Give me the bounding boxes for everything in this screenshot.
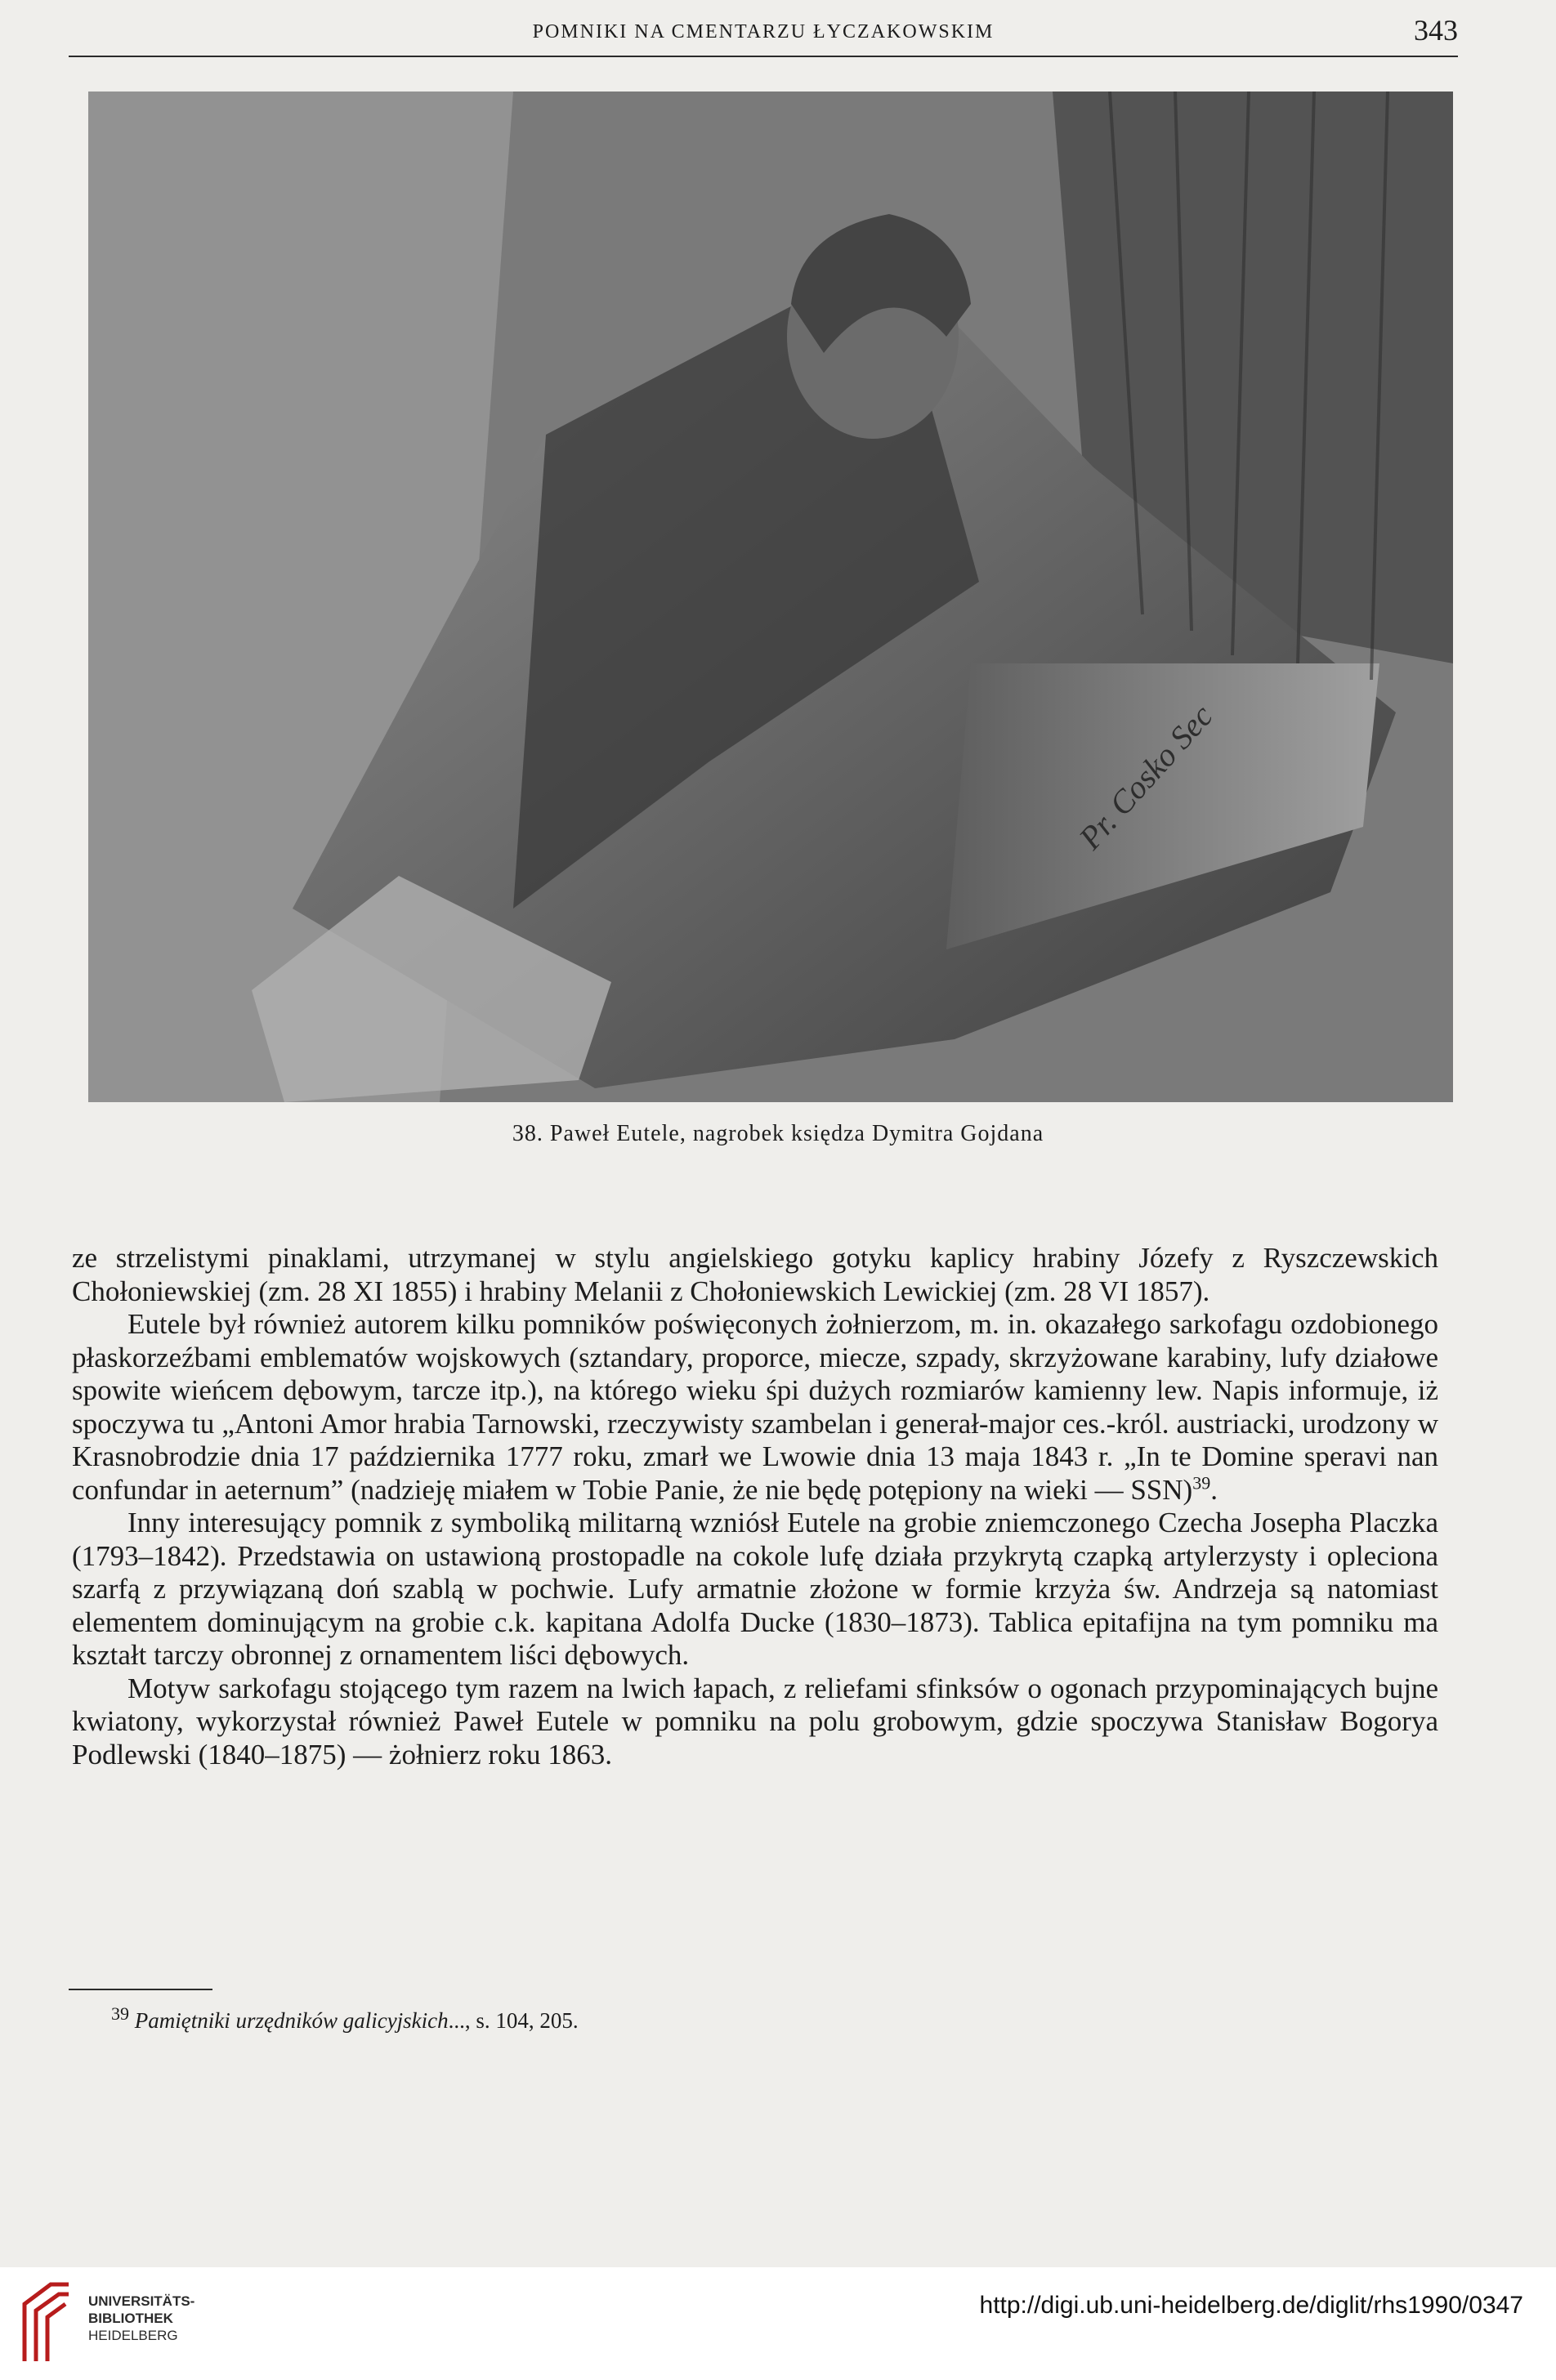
- running-header: [69, 10, 1458, 57]
- footnote: [111, 2003, 1419, 2034]
- paragraph: [72, 1308, 1438, 1507]
- paragraph: Inny interesujący pomnik z symboliką militarną wzniósł Eutele na grobie zniemczonego Czecha Josepha Placzka (1793–1842). Przedstawia on ustawioną prostopadle na cokole lufę działa przykrytą czapką artylerzysty i opleciona szarfą z przywiązaną doń szablą w pochwie. Lufy armatnie złożone w formie krzyża św. Andrzeja są natomiast elementem dominującym na grobie c.k. kapitana Adolfa Ducke (1830–1873). Tablica epitafijna na tym pomniku ma kształt tarczy obronnej z ornamentem liści dębowych.: [72, 1507, 1438, 1671]
- photo-illustration: [88, 92, 1453, 1102]
- sentence-end: .: [1210, 1473, 1218, 1506]
- university-library-logo: [18, 2280, 75, 2364]
- body-text: [72, 1242, 1438, 1771]
- library-name-line: UNIVERSITÄTS-: [88, 2293, 195, 2309]
- paragraph: Motyw sarkofagu stojącego tym razem na lwich łapach, z reliefami sfinksów o ogonach przypominających bujne kwiatony, wykorzystał również Paweł Eutele w pomniku na polu grobowym, gdzie spoczywa Stanisław Bogorya Podlewski (1840–1875) — żołnierz roku 1863.: [72, 1672, 1438, 1770]
- footnote-source-title: Pamiętniki urzędników galicyjskich: [134, 2008, 449, 2033]
- sculpture-photograph: [88, 92, 1453, 1102]
- tomb-inscription: Pr. Cosko Sec: [1071, 697, 1220, 857]
- paragraph-text: Eutele był również autorem kilku pomników poświęconych żołnierzom, m. in. okazałego sarkofagu ozdobionego płaskorzeźbami emblematów wojskowych (sztandary, proporce, miecze, szpady, skrzyżowane karabiny, lufy działowe spowite wieńcem dębowym, tarcze itp.), na którego wieku śpi dużych rozmiarów kamienny lew. Napis informuje, iż spoczywa tu „Antoni Amor hrabia Tarnowski, rzeczywisty szambelan i generał-major ces.-król. austriacki, urodzony w Krasnobrodzie dnia 17 października 1777 roku, zmarł we Lwowie dnia 13 maja 1843 r. „In te Domine speravi nan confundar in aeternum” (nadzieję miałem w Tobie Panie, że nie będę potępiony na wieki — SSN): [72, 1308, 1438, 1506]
- paragraph: ze strzelistymi pinaklami, utrzymanej w stylu angielskiego gotyku kaplicy hrabiny Józefy z Ryszczewskich Chołoniewskiej (zm. 28 XI 1855) i hrabiny Melanii z Chołoniewskich Lewickiej (zm. 28 VI 1857).: [72, 1242, 1438, 1307]
- running-title: POMNIKI NA CMENTARZU ŁYCZAKOWSKIM: [532, 21, 995, 42]
- footnote-divider: [69, 1989, 212, 1990]
- footnote-reference[interactable]: 39: [1192, 1471, 1211, 1493]
- figure-caption: 38. Paweł Eutele, nagrobek księdza Dymitra Gojdana: [512, 1121, 1044, 1146]
- library-name-line: BIBLIOTHEK: [88, 2311, 173, 2326]
- page-number: 343: [1414, 14, 1458, 47]
- library-city: HEIDELBERG: [88, 2328, 178, 2343]
- footnote-pages: ..., s. 104, 205.: [448, 2008, 579, 2033]
- library-name: [88, 2293, 194, 2344]
- source-url-link[interactable]: http://digi.ub.uni-heidelberg.de/diglit/rhs1990/0347: [979, 2292, 1523, 2319]
- footnote-marker: 39: [111, 2003, 129, 2024]
